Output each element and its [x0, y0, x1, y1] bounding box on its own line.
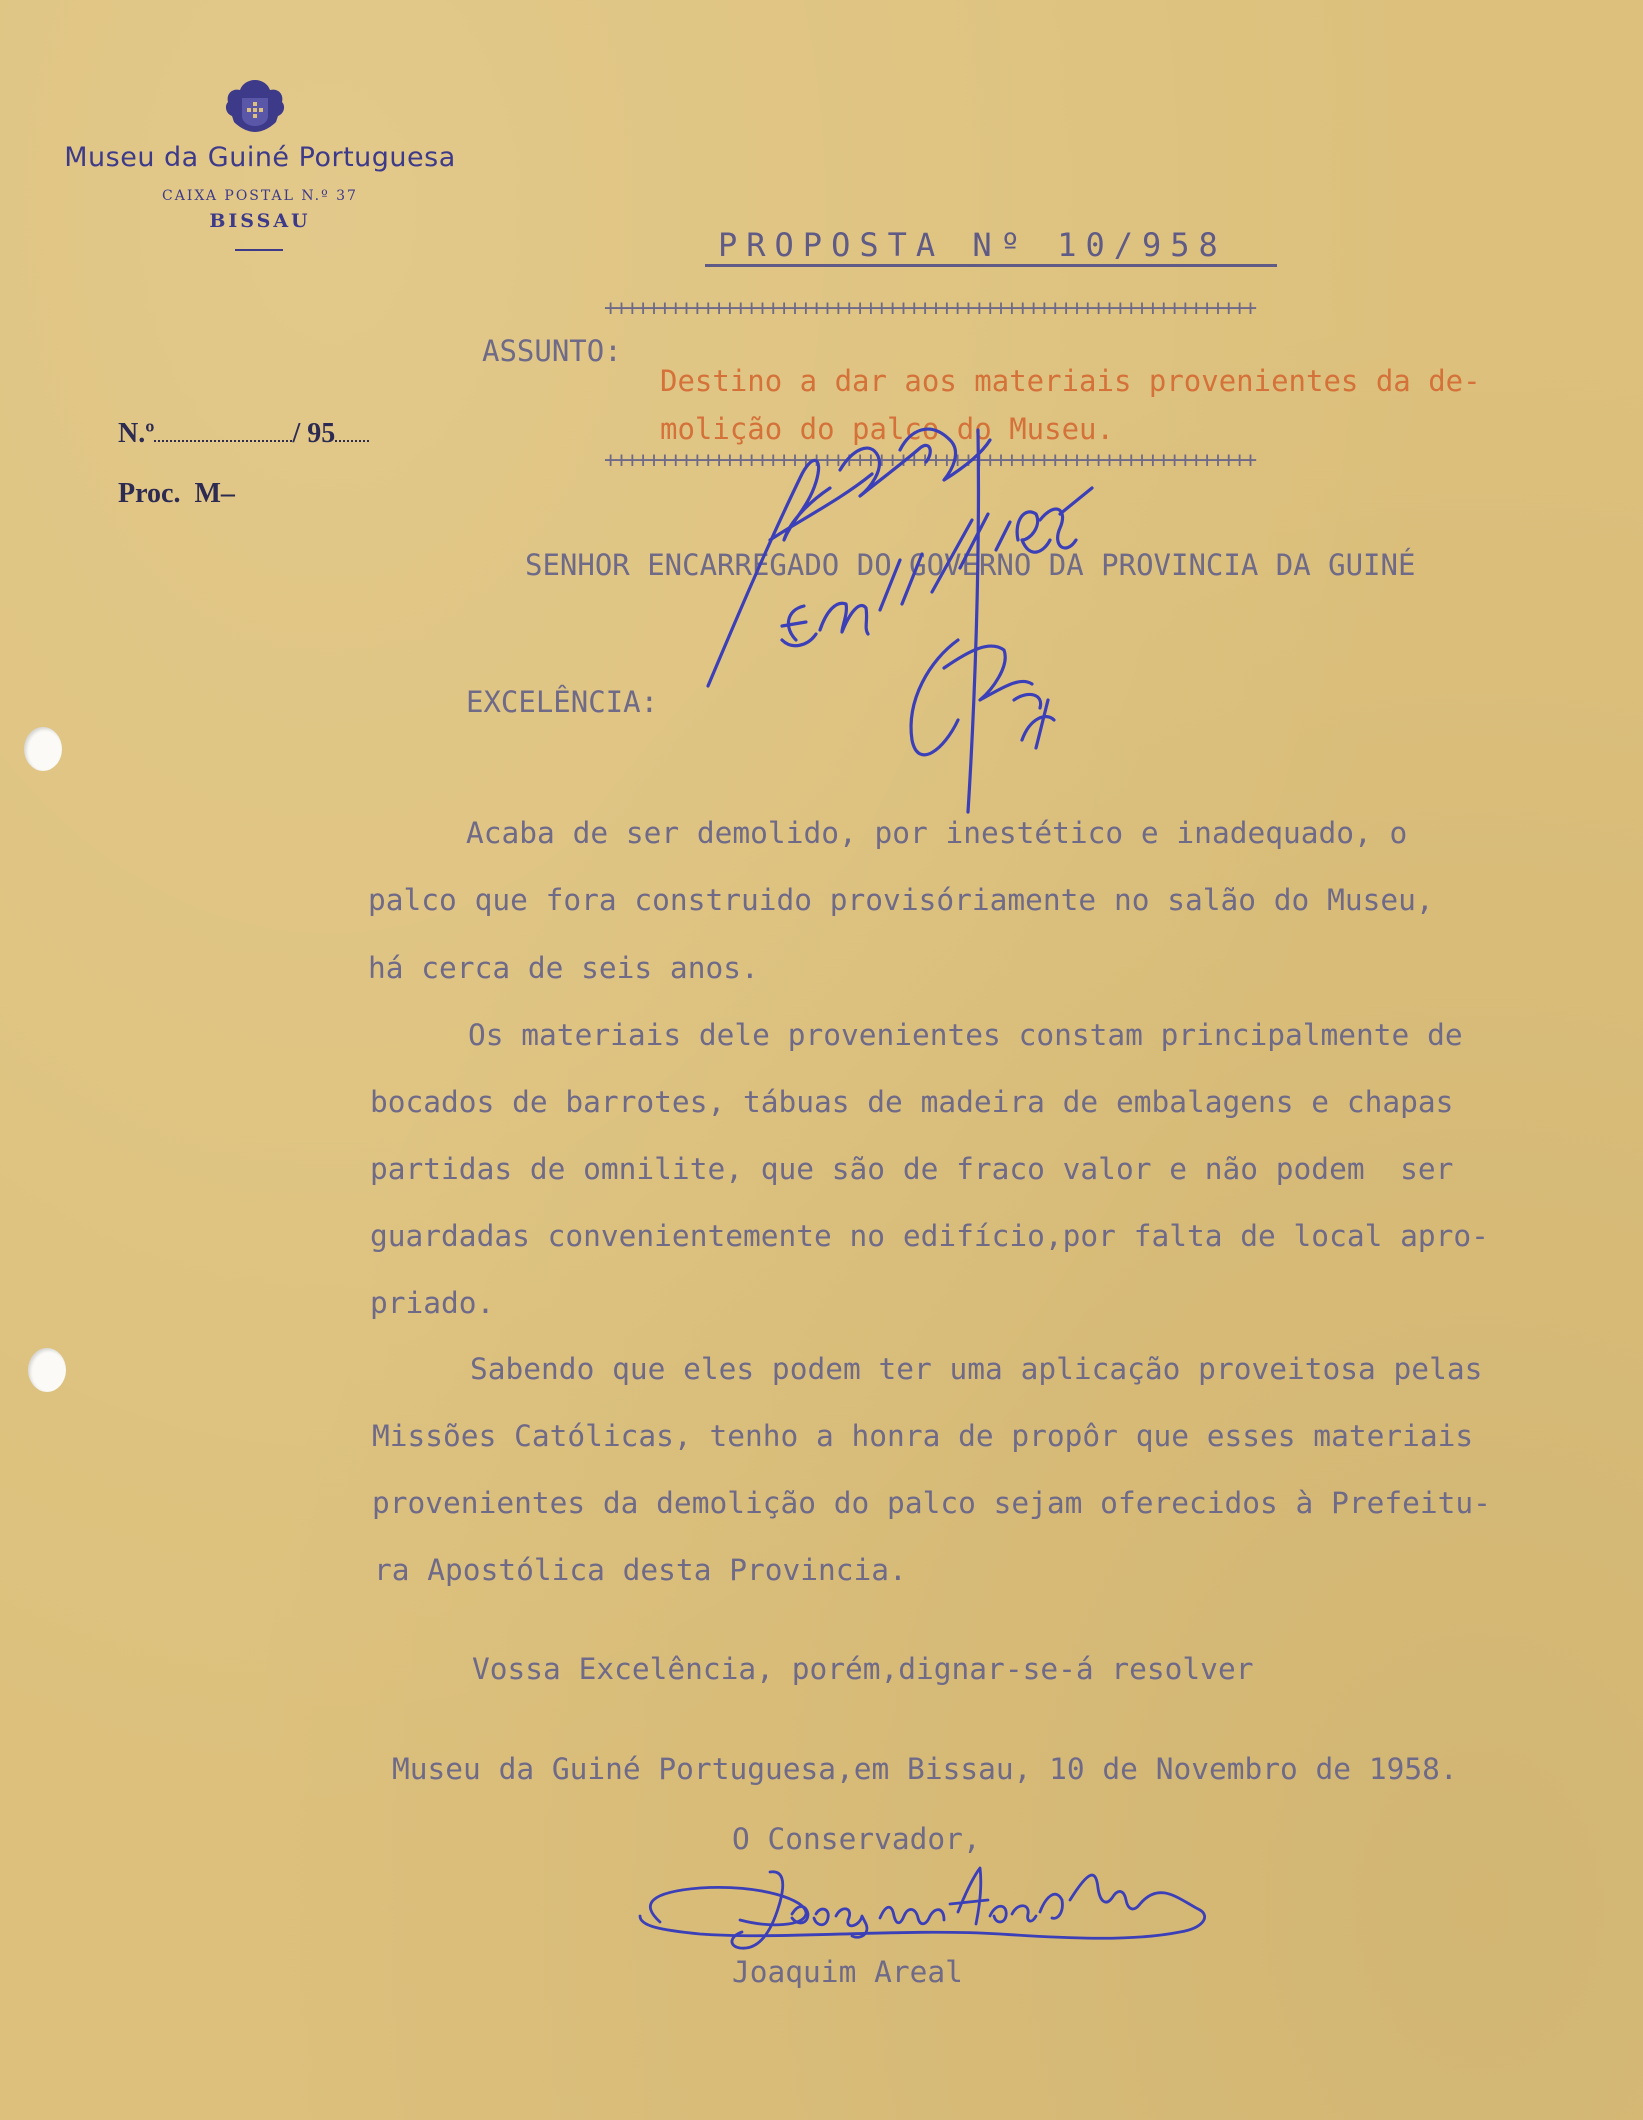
number-label: N.º: [118, 418, 155, 449]
punch-hole-top: [24, 727, 62, 771]
salutation: EXCELÊNCIA:: [466, 685, 659, 719]
institution-name: Museu da Guiné Portuguesa: [64, 142, 456, 173]
body-line-4: Os materiais dele provenientes constam principalmente de: [468, 1018, 1463, 1052]
signatory-name: Joaquim Areal: [732, 1955, 963, 1989]
signatory-title: O Conservador,: [732, 1822, 981, 1856]
closing-line: Vossa Excelência, porém,dignar-se-á resolver: [472, 1652, 1254, 1686]
letterhead-rule: [235, 249, 283, 251]
number-field: [118, 418, 369, 450]
body-line-8: priado.: [370, 1286, 495, 1320]
number-blank: [154, 418, 292, 442]
body-line-2: palco que fora construido provisóriamente no salão do Museu,: [368, 883, 1434, 917]
city-name: BISSAU: [209, 210, 311, 232]
body-line-12: ra Apostólica desta Provincia.: [374, 1553, 907, 1587]
body-line-11: provenientes da demolição do palco sejam oferecidos à Prefeitu-: [372, 1486, 1491, 1520]
body-line-3: há cerca de seis anos.: [368, 951, 759, 985]
body-line-7: guardadas convenientemente no edifício,por falta de local apro-: [370, 1219, 1489, 1253]
body-line-6: partidas de omnilite, que são de fraco valor e não podem ser: [370, 1152, 1454, 1186]
title-underline: [705, 264, 1277, 267]
subject-label: ASSUNTO:: [482, 334, 622, 368]
punch-hole-bottom: [28, 1348, 66, 1392]
subject-line-2: molição do palco do Museu.: [660, 412, 1114, 446]
separator-bottom: ++++++++++++++++++++++++++++++++++++++++++++++++++++++++++++: [604, 448, 1255, 473]
number-year: / 95: [292, 418, 336, 449]
subject-line-1: Destino a dar aos materiais provenientes da de-: [660, 364, 1481, 398]
year-blank: [335, 418, 369, 442]
place-date: Museu da Guiné Portuguesa,em Bissau, 10 de Novembro de 1958.: [392, 1752, 1458, 1786]
body-line-9: Sabendo que eles podem ter uma aplicação proveitosa pelas: [470, 1352, 1483, 1386]
coat-of-arms-icon: [220, 76, 290, 134]
body-line-10: Missões Católicas, tenho a honra de propôr que esses materiais: [372, 1419, 1474, 1453]
postal-box: CAIXA POSTAL N.º 37: [162, 188, 358, 204]
addressee: SENHOR ENCARREGADO DO GOVERNO DA PROVINCIA DA GUINÉ: [525, 548, 1416, 582]
process-field: Proc. M–: [118, 478, 235, 509]
proposal-title: PROPOSTA Nº 10/958: [718, 226, 1227, 264]
body-line-1: Acaba de ser demolido, por inestético e inadequado, o: [466, 816, 1408, 850]
separator-top: ++++++++++++++++++++++++++++++++++++++++++++++++++++++++++++: [604, 296, 1255, 321]
body-line-5: bocados de barrotes, tábuas de madeira de embalagens e chapas: [370, 1085, 1454, 1119]
